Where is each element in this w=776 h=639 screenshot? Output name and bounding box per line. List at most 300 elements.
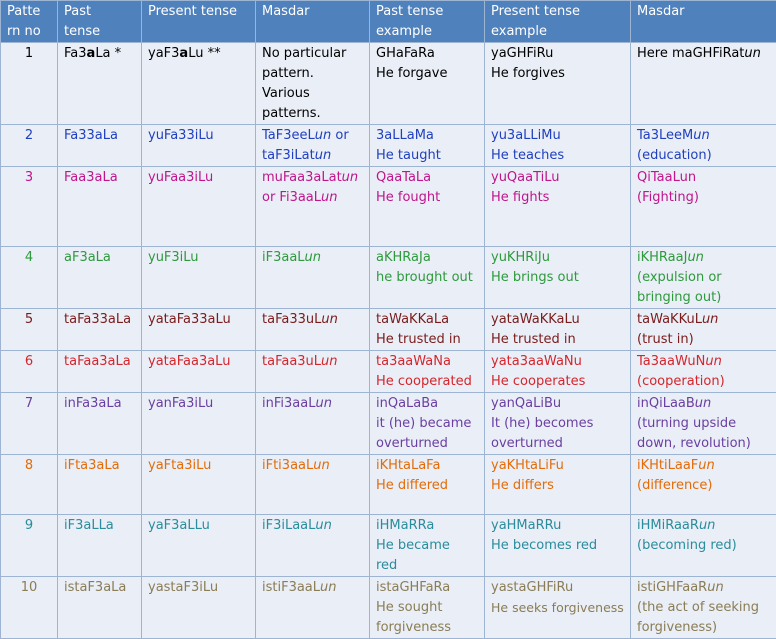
cell-line	[376, 414, 480, 434]
cell-pattern-no	[1, 351, 58, 393]
header-line: Past tense	[376, 2, 480, 22]
cell-masdar-example	[631, 309, 776, 351]
text-segment: un	[315, 148, 331, 163]
text-segment: He fought	[376, 190, 440, 205]
cell-line	[262, 146, 365, 166]
cell-line	[262, 352, 365, 372]
text-segment: He trusted in	[491, 332, 576, 347]
cell-line	[491, 268, 626, 288]
text-segment: iF3aLLa	[64, 518, 114, 533]
text-segment: He cooperates	[491, 374, 585, 389]
text-segment: un	[321, 312, 337, 327]
text-segment: yuF3iLu	[148, 250, 199, 265]
text-segment: taFa33uL	[262, 312, 321, 327]
text-segment: istaGHFaRa	[376, 580, 450, 595]
cell-line	[262, 394, 365, 414]
cell-line	[376, 310, 480, 330]
cell-line	[637, 476, 772, 496]
cell-present-tense	[142, 247, 256, 309]
cell-present-example	[485, 515, 631, 577]
text-segment: 2	[25, 128, 33, 143]
text-segment: He trusted in	[376, 332, 461, 347]
text-segment: istaF3aLa	[64, 580, 126, 595]
cell-line	[64, 310, 137, 330]
header-line: Masdar	[637, 2, 772, 22]
text-segment: un	[320, 580, 336, 595]
text-segment: 9	[25, 518, 33, 533]
cell-line	[376, 146, 480, 166]
cell-pattern-no	[1, 125, 58, 167]
table-row	[1, 351, 776, 393]
text-segment: yuFa33iLu	[148, 128, 214, 143]
text-segment: red	[376, 558, 397, 573]
cell-past-example	[370, 167, 485, 247]
text-segment: iHMaRRa	[376, 518, 434, 533]
table-row	[1, 247, 776, 309]
cell-line	[376, 456, 480, 476]
text-segment: (education)	[637, 148, 712, 163]
text-segment: yaF3aLLu	[148, 518, 210, 533]
header-past-tense	[58, 1, 142, 43]
header-line: Patte	[7, 2, 53, 22]
cell-past-example	[370, 125, 485, 167]
cell-pattern-no	[1, 577, 58, 639]
cell-present-tense	[142, 167, 256, 247]
text-segment: Fa3	[64, 46, 87, 61]
header-line: Present tense	[148, 2, 251, 22]
cell-masdar-example	[631, 43, 776, 125]
text-segment: He differs	[491, 478, 554, 493]
text-segment: Lu **	[188, 46, 220, 61]
text-segment: un	[315, 128, 331, 143]
text-segment: overturned	[376, 436, 448, 451]
cell-present-example	[485, 393, 631, 455]
cell-masdar	[256, 351, 370, 393]
cell-line	[637, 248, 772, 268]
cell-line	[637, 352, 772, 372]
text-segment: (the act of seeking	[637, 600, 759, 615]
cell-masdar	[256, 247, 370, 309]
cell-line	[262, 578, 365, 598]
text-segment: 1	[25, 46, 33, 61]
header-masdar	[256, 1, 370, 43]
cell-line	[376, 188, 480, 208]
text-segment: un	[705, 354, 721, 369]
header-present-example	[485, 1, 631, 43]
cell-line	[148, 516, 251, 536]
text-segment: TaF3eeL	[262, 128, 315, 143]
cell-masdar	[256, 125, 370, 167]
text-segment: overturned	[491, 436, 563, 451]
cell-past-tense	[58, 393, 142, 455]
cell-past-tense	[58, 167, 142, 247]
cell-line	[491, 476, 626, 496]
cell-line	[1, 578, 57, 598]
cell-present-example	[485, 455, 631, 515]
cell-line	[637, 536, 772, 556]
table-row	[1, 43, 776, 125]
text-segment: It (he) becomes	[491, 416, 593, 431]
text-segment: un	[305, 250, 321, 265]
cell-masdar	[256, 393, 370, 455]
cell-line	[637, 372, 772, 392]
table-row	[1, 393, 776, 455]
cell-past-example	[370, 577, 485, 639]
cell-line	[1, 516, 57, 536]
header-present-tense	[142, 1, 256, 43]
cell-past-tense	[58, 125, 142, 167]
text-segment: Faa3aLa	[64, 170, 118, 185]
cell-line	[262, 126, 365, 146]
text-segment: yaF3	[148, 46, 179, 61]
cell-line	[1, 168, 57, 188]
text-segment: istiGHFaaR	[637, 580, 707, 595]
header-line: rn no	[7, 22, 53, 42]
text-segment: patterns.	[262, 106, 321, 121]
text-segment: un	[744, 46, 760, 61]
cell-present-tense	[142, 125, 256, 167]
cell-line	[262, 104, 365, 124]
text-segment: He becomes red	[491, 538, 597, 553]
cell-pattern-no	[1, 393, 58, 455]
text-segment: or	[331, 128, 348, 143]
text-segment: yuFaa3iLu	[148, 170, 213, 185]
cell-pattern-no	[1, 167, 58, 247]
cell-line	[491, 248, 626, 268]
text-segment: he brought out	[376, 270, 473, 285]
text-segment: yastaF3iLu	[148, 580, 218, 595]
cell-pattern-no	[1, 309, 58, 351]
header-line: tense	[64, 22, 137, 42]
cell-line	[491, 168, 626, 188]
text-segment: He forgave	[376, 66, 447, 81]
cell-pattern-no	[1, 43, 58, 125]
text-segment: aKHRaJa	[376, 250, 431, 265]
cell-line	[148, 248, 251, 268]
cell-present-example	[485, 309, 631, 351]
cell-present-tense	[142, 309, 256, 351]
cell-past-example	[370, 309, 485, 351]
text-segment: (cooperation)	[637, 374, 725, 389]
text-segment: 4	[25, 250, 33, 265]
cell-line	[491, 126, 626, 146]
text-segment: un	[707, 580, 723, 595]
cell-line	[262, 168, 365, 188]
text-segment: un	[315, 396, 331, 411]
cell-masdar-example	[631, 515, 776, 577]
text-segment: inFa3aLa	[64, 396, 122, 411]
text-segment: Here maGHFiRat	[637, 46, 744, 61]
cell-line	[376, 476, 480, 496]
cell-line	[637, 310, 772, 330]
cell-line	[64, 578, 137, 598]
text-segment: bringing out)	[637, 290, 721, 305]
text-segment: He taught	[376, 148, 441, 163]
cell-line	[491, 146, 626, 166]
text-segment: iKHRaaJ	[637, 250, 687, 265]
cell-line	[376, 516, 480, 536]
cell-present-example	[485, 167, 631, 247]
cell-past-tense	[58, 43, 142, 125]
cell-masdar-example	[631, 351, 776, 393]
table-row	[1, 125, 776, 167]
header-line: example	[491, 22, 626, 42]
cell-line	[148, 168, 251, 188]
cell-present-example	[485, 125, 631, 167]
text-segment: un	[693, 128, 709, 143]
text-segment: 8	[25, 458, 33, 473]
cell-line	[64, 352, 137, 372]
cell-past-tense	[58, 515, 142, 577]
text-segment: (expulsion or	[637, 270, 722, 285]
text-segment: Ta3aaWuN	[637, 354, 705, 369]
cell-line	[148, 44, 251, 64]
cell-line	[637, 618, 772, 638]
text-segment: (Fighting)	[637, 190, 699, 205]
cell-present-tense	[142, 43, 256, 125]
cell-line	[64, 44, 137, 64]
cell-present-example	[485, 43, 631, 125]
cell-line	[1, 456, 57, 476]
text-segment: taFaa3aLa	[64, 354, 131, 369]
text-segment: iF3iLaaL	[262, 518, 315, 533]
cell-line	[1, 394, 57, 414]
cell-line	[491, 516, 626, 536]
text-segment: inQiLaaB	[637, 396, 695, 411]
cell-line	[148, 456, 251, 476]
cell-line	[148, 352, 251, 372]
text-segment: taWaKKaLa	[376, 312, 449, 327]
cell-line	[491, 456, 626, 476]
text-segment: un	[321, 354, 337, 369]
cell-line	[491, 44, 626, 64]
text-segment: 5	[25, 312, 33, 327]
cell-present-tense	[142, 515, 256, 577]
cell-line	[376, 556, 480, 576]
text-segment: Various	[262, 86, 310, 101]
cell-line	[637, 268, 772, 288]
cell-line	[148, 394, 251, 414]
text-segment: yaFta3iLu	[148, 458, 211, 473]
cell-line	[637, 394, 772, 414]
table-row	[1, 167, 776, 247]
cell-line	[637, 598, 772, 618]
text-segment: inQaLaBa	[376, 396, 438, 411]
table-row	[1, 577, 776, 639]
cell-line	[64, 126, 137, 146]
text-segment: yaHMaRRu	[491, 518, 561, 533]
header-past-example	[370, 1, 485, 43]
cell-line	[376, 126, 480, 146]
cell-line	[491, 188, 626, 208]
header-line: Present tense	[491, 2, 626, 22]
table-row	[1, 309, 776, 351]
cell-pattern-no	[1, 515, 58, 577]
table-body	[1, 43, 776, 639]
cell-line	[491, 414, 626, 434]
cell-line	[262, 516, 365, 536]
cell-masdar-example	[631, 577, 776, 639]
text-segment: taWaKKuL	[637, 312, 702, 327]
cell-masdar-example	[631, 455, 776, 515]
header-line: Masdar	[262, 2, 365, 22]
text-segment: muFaa3aLat	[262, 170, 342, 185]
header-masdar-example	[631, 1, 776, 43]
cell-line	[262, 310, 365, 330]
cell-line	[376, 330, 480, 350]
text-segment: 10	[21, 580, 38, 595]
text-segment: QaaTaLa	[376, 170, 431, 185]
text-segment: He differed	[376, 478, 448, 493]
text-segment: taF3iLat	[262, 148, 315, 163]
text-segment: un	[695, 396, 711, 411]
text-segment: yaKHtaLiFu	[491, 458, 564, 473]
cell-pattern-no	[1, 247, 58, 309]
cell-line	[376, 394, 480, 414]
cell-present-example	[485, 351, 631, 393]
text-segment: un	[687, 250, 703, 265]
cell-line	[376, 618, 480, 638]
text-segment: iFta3aLa	[64, 458, 120, 473]
text-segment: No particular	[262, 46, 346, 61]
text-segment: iKHtiLaaF	[637, 458, 698, 473]
cell-past-tense	[58, 247, 142, 309]
text-segment: iFti3aaL	[262, 458, 313, 473]
cell-past-example	[370, 515, 485, 577]
text-segment: taFaa3uL	[262, 354, 321, 369]
text-segment: yata3aaWaNu	[491, 354, 582, 369]
text-segment: a	[179, 46, 188, 61]
text-segment: ta3aaWaNa	[376, 354, 451, 369]
cell-line	[262, 64, 365, 84]
cell-line	[376, 352, 480, 372]
text-segment: He teaches	[491, 148, 564, 163]
cell-masdar	[256, 515, 370, 577]
cell-masdar	[256, 167, 370, 247]
text-segment: un	[315, 518, 331, 533]
text-segment: 7	[25, 396, 33, 411]
cell-present-tense	[142, 393, 256, 455]
text-segment: He cooperated	[376, 374, 472, 389]
cell-line	[64, 248, 137, 268]
text-segment: un	[702, 312, 718, 327]
text-segment: istiF3aaL	[262, 580, 320, 595]
cell-line	[1, 126, 57, 146]
cell-present-example	[485, 577, 631, 639]
text-segment: un	[313, 458, 329, 473]
cell-line	[376, 578, 480, 598]
text-segment: or Fi3aaL	[262, 190, 321, 205]
text-segment: taFa33aLa	[64, 312, 131, 327]
text-segment: yuKHRiJu	[491, 250, 550, 265]
cell-line	[64, 394, 137, 414]
cell-line	[637, 578, 772, 598]
cell-line	[262, 44, 365, 64]
cell-line	[491, 598, 626, 619]
text-segment: Fa33aLa	[64, 128, 118, 143]
text-segment: (becoming red)	[637, 538, 737, 553]
text-segment: yataFa33aLu	[148, 312, 231, 327]
text-segment: iHMiRaaR	[637, 518, 699, 533]
text-segment: La *	[95, 46, 121, 61]
text-segment: un	[698, 458, 714, 473]
cell-line	[637, 330, 772, 350]
cell-line	[376, 536, 480, 556]
cell-past-tense	[58, 351, 142, 393]
cell-line	[637, 288, 772, 308]
cell-masdar-example	[631, 393, 776, 455]
cell-pattern-no	[1, 455, 58, 515]
cell-line	[637, 456, 772, 476]
text-segment: yaGHFiRu	[491, 46, 553, 61]
text-segment: 6	[25, 354, 33, 369]
cell-line	[491, 372, 626, 392]
text-segment: (trust in)	[637, 332, 694, 347]
text-segment: iKHtaLaFa	[376, 458, 440, 473]
cell-line	[637, 44, 772, 64]
cell-line	[491, 310, 626, 330]
text-segment: Ta3LeeM	[637, 128, 693, 143]
cell-masdar-example	[631, 125, 776, 167]
cell-line	[148, 126, 251, 146]
cell-line	[637, 188, 772, 208]
table-row	[1, 515, 776, 577]
cell-line	[376, 44, 480, 64]
cell-line	[262, 248, 365, 268]
cell-line	[262, 84, 365, 104]
cell-line	[1, 310, 57, 330]
cell-line	[1, 44, 57, 64]
cell-line	[637, 516, 772, 536]
cell-masdar	[256, 577, 370, 639]
cell-line	[491, 352, 626, 372]
cell-masdar	[256, 43, 370, 125]
cell-past-example	[370, 455, 485, 515]
text-segment: QiTaaLun	[637, 170, 696, 185]
cell-line	[637, 146, 772, 166]
cell-present-tense	[142, 455, 256, 515]
text-segment: aF3aLa	[64, 250, 111, 265]
cell-line	[1, 248, 57, 268]
cell-line	[491, 330, 626, 350]
cell-past-tense	[58, 577, 142, 639]
cell-line	[637, 168, 772, 188]
cell-line	[491, 578, 626, 598]
cell-line	[376, 248, 480, 268]
text-segment: iF3aaL	[262, 250, 305, 265]
cell-line	[64, 516, 137, 536]
text-segment: forgiveness)	[637, 620, 717, 635]
text-segment: He forgives	[491, 66, 565, 81]
text-segment: He seeks forgiveness	[491, 600, 624, 615]
cell-line	[148, 578, 251, 598]
cell-line	[376, 372, 480, 392]
cell-masdar-example	[631, 247, 776, 309]
text-segment: it (he) became	[376, 416, 471, 431]
text-segment: 3aLLaMa	[376, 128, 434, 143]
text-segment: un	[699, 518, 715, 533]
text-segment: 3	[25, 170, 33, 185]
text-segment: yastaGHFiRu	[491, 580, 573, 595]
cell-line	[1, 352, 57, 372]
header-line: Past	[64, 2, 137, 22]
cell-line	[376, 434, 480, 454]
cell-line	[262, 456, 365, 476]
text-segment: (turning upside	[637, 416, 736, 431]
cell-line	[262, 188, 365, 208]
text-segment: He became	[376, 538, 450, 553]
cell-line	[64, 168, 137, 188]
